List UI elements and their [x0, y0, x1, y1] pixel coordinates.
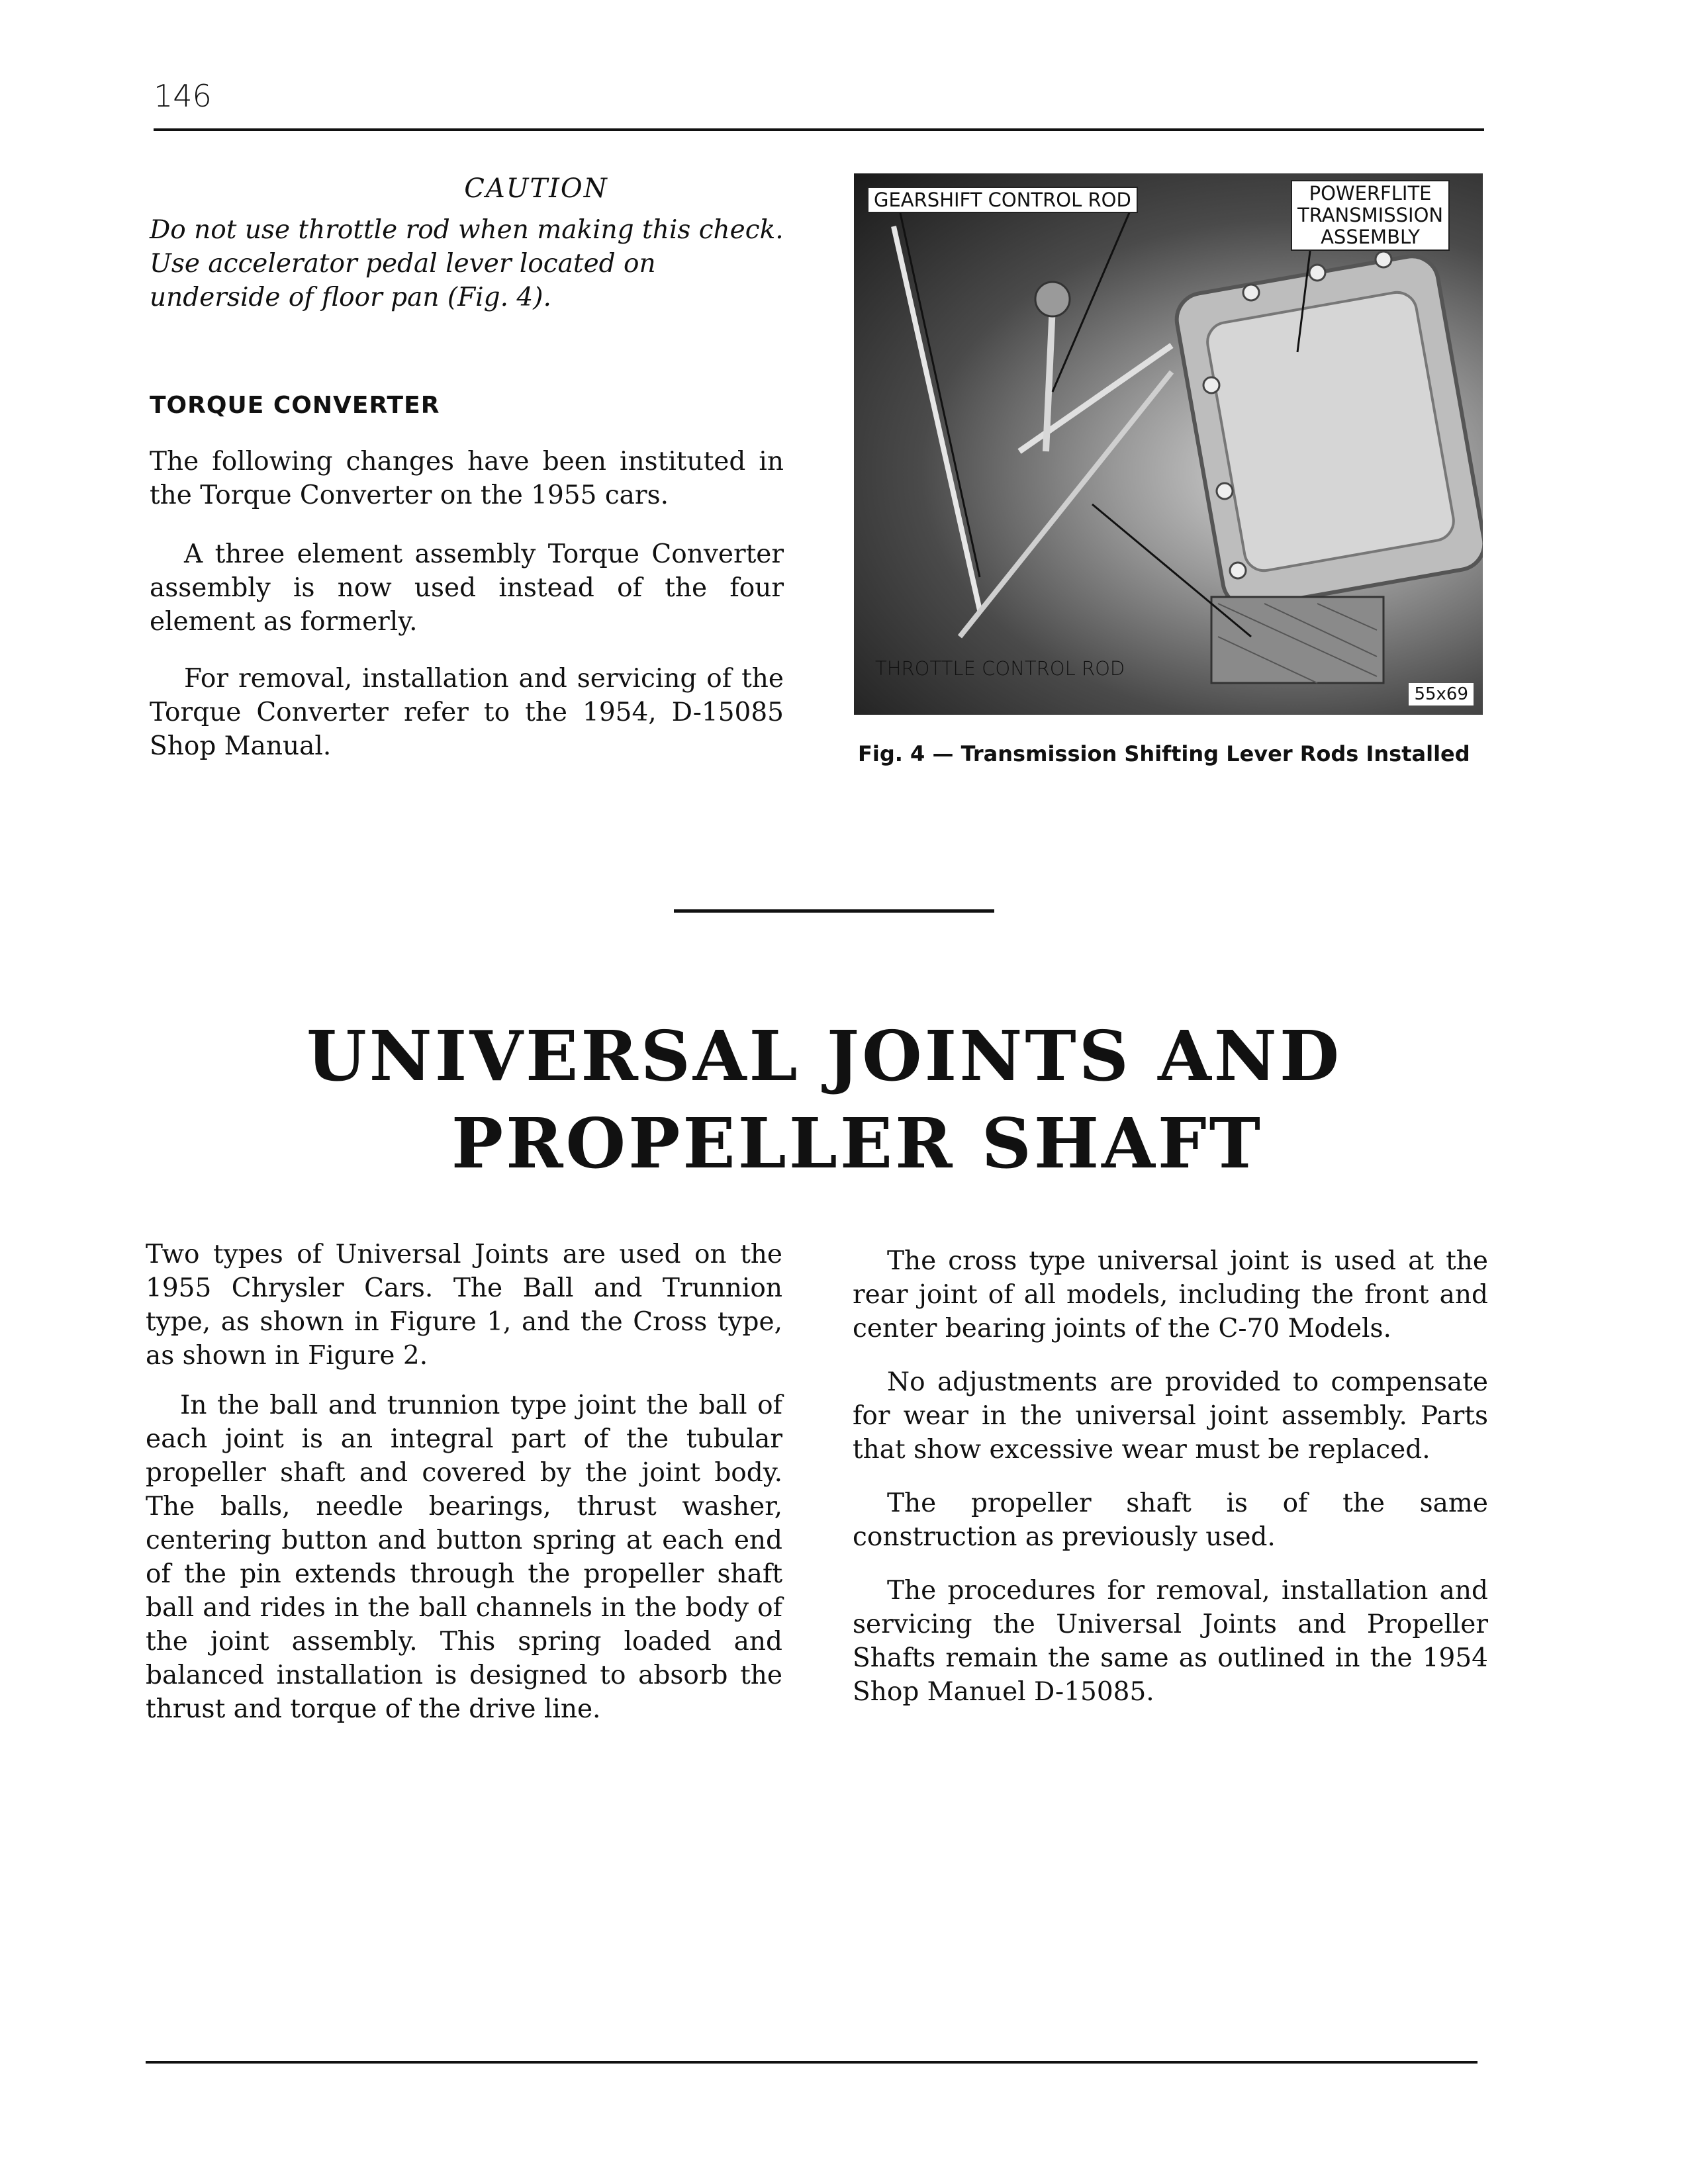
label-throttle-control-rod: THROTTLE CONTROL ROD	[875, 657, 1125, 680]
transmission-photo	[854, 173, 1483, 715]
chapter-title	[0, 1013, 1688, 1187]
label-line: POWERFLITE	[1309, 182, 1432, 205]
caution-text	[150, 213, 786, 314]
caution-paragraph: Do not use throttle rod when making this check. Use accelerator pedal lever located on underside of floor pan (Fig. 4).	[150, 215, 784, 312]
photo-illustration	[854, 173, 1483, 715]
paragraph: The propeller shaft is of the same construction as previously used.	[853, 1488, 1488, 1552]
chapter-title-line-2: PROPELLER SHAFT	[451, 1103, 1264, 1184]
caution-title: CAUTION	[464, 173, 608, 204]
footer-rule	[146, 2061, 1477, 2064]
torque-converter-paragraph-3	[150, 662, 784, 763]
paragraph: A three element assembly Torque Converter assembly is now used instead of the four element as formerly.	[150, 539, 784, 637]
paragraph: In the ball and trunnion type joint the ball of each joint is an integral part of the tubular propeller shaft and covered by the joint body. The balls, needle bearings, thrust washer, centering button and button spring at each end of the pin extends through the propeller shaft ball and rides in the ball channels in the body of the joint assembly. This spring loaded and balanced installation is designed to absorb the thrust and torque of the drive line.	[146, 1390, 782, 1724]
label-gearshift-control-rod: GEARSHIFT CONTROL ROD	[867, 187, 1138, 213]
paragraph: The cross type universal joint is used at the rear joint of all models, including the front and center bearing joints of the C-70 Models.	[853, 1246, 1488, 1343]
label-powerflite-transmission-assembly	[1291, 180, 1450, 251]
label-line: TRANSMISSION	[1297, 204, 1444, 226]
header-rule	[154, 128, 1484, 131]
figure-caption: Fig. 4 — Transmission Shifting Lever Rods Installed	[858, 741, 1470, 766]
torque-converter-paragraph-1	[150, 445, 784, 512]
label-line: ASSEMBLY	[1321, 226, 1420, 248]
negative-number: 55x69	[1409, 683, 1474, 705]
right-column	[853, 1244, 1488, 1709]
section-divider	[674, 909, 994, 913]
section-heading-torque-converter: TORQUE CONVERTER	[150, 392, 440, 419]
paragraph: The procedures for removal, installation and servicing the Universal Joints and Propeller Shafts remain the same as outlined in the 1954 Shop Manuel D-15085.	[853, 1576, 1488, 1707]
chapter-title-line-1: UNIVERSAL JOINTS AND	[306, 1015, 1342, 1097]
torque-converter-paragraph-2	[150, 537, 784, 639]
paragraph: For removal, installation and servicing of the Torque Converter refer to the 1954, D-15085 Shop Manual.	[150, 664, 784, 761]
paragraph: The following changes have been instituted in the Torque Converter on the 1955 cars.	[150, 447, 784, 510]
left-column	[146, 1238, 782, 1726]
paragraph: Two types of Universal Joints are used on the 1955 Chrysler Cars. The Ball and Trunnion type, as shown in Figure 1, and the Cross type, as shown in Figure 2.	[146, 1240, 782, 1371]
paragraph: No adjustments are provided to compensate for wear in the universal joint assembly. Parts that show excessive wear must be replaced.	[853, 1367, 1488, 1465]
page-number: 146	[154, 78, 212, 114]
